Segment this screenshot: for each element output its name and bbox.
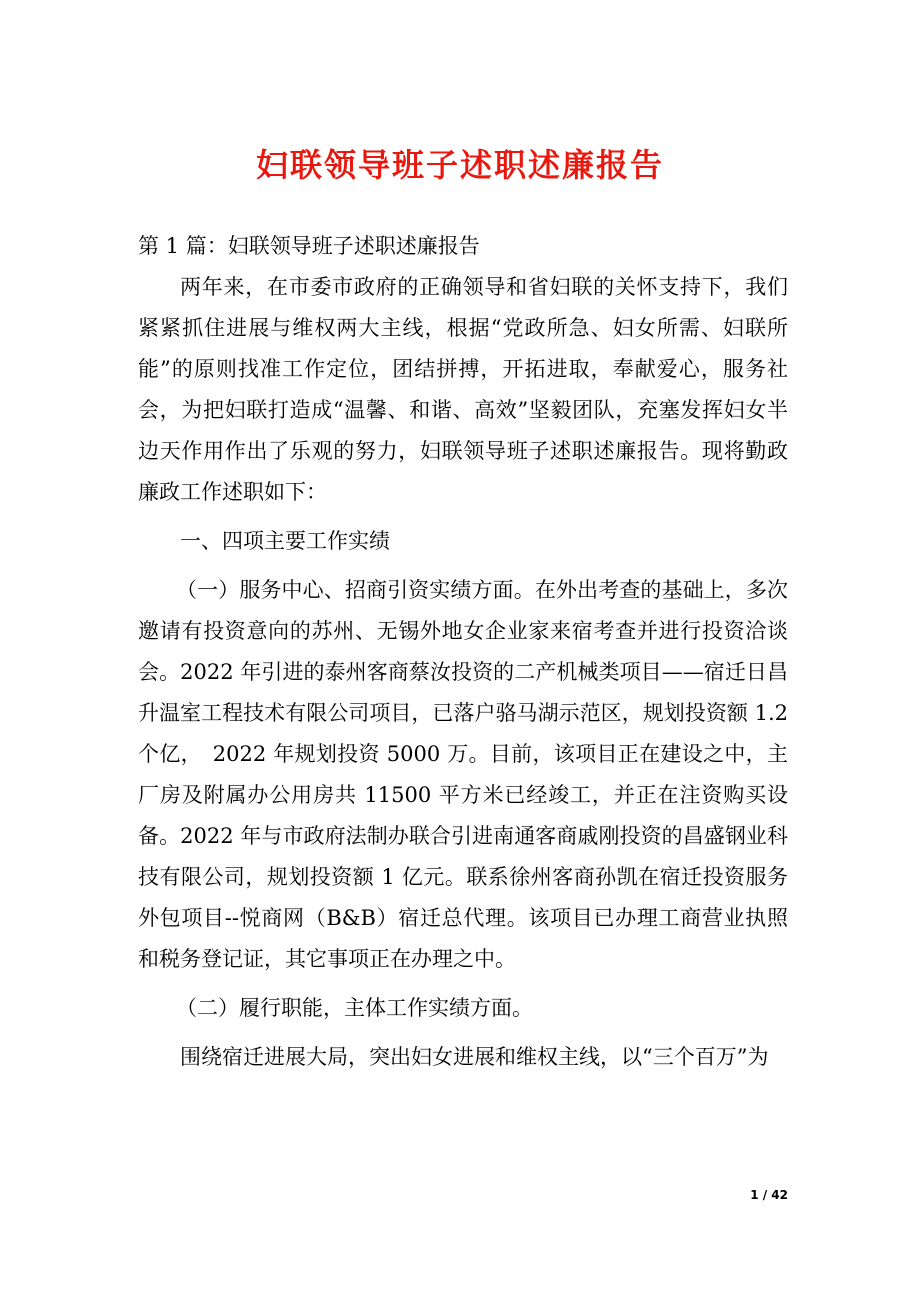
page-indicator: 1 / 42 bbox=[750, 1188, 788, 1202]
document-title: 妇联领导班子述职述廉报告 bbox=[255, 146, 664, 184]
body-paragraph: （一）服务中心、招商引资实绩方面。在外出考查的基础上，多次邀请有投资意向的苏州、无锡外地女企业家来宿考查并进行投资洽谈会。2022 年引进的泰州客商蔡汝投资的二产机械类项目——宿迁日昌升温室工程技术有限公司项目，已落户骆马湖示范区，规划投资额 1.2 个亿， 2022 年规划投资 5000 万。目前，该项目正在建设之中，主厂房及附属办公用房共 11500 平方米已经竣工，并正在注资购买设备。2022 年与市政府法制办联合引进南通客商戚刚投资的昌盛钢业科技有限公司，规划投资额 1 亿元。联系徐州客商孙凯在宿迁投资服务外包项目--悦商网（B&B）宿迁总代理。该项目已办理工商营业执照和税务登记证，其它事项正在办理之中。 bbox=[138, 578, 788, 971]
body-paragraph: 两年来，在市委市政府的正确领导和省妇联的关怀支持下，我们紧紧抓住进展与维权两大主线，根据“党政所急、妇女所需、妇联所能”的原则找准工作定位，团结拼搏，开拓进取，奉献爱心，服务社会，为把妇联打造成“温馨、和谐、高效”坚毅团队，充塞发挥妇女半边天作用作出了乐观的努力，妇联领导班子述职述廉报告。现将勤政廉政工作述职如下： bbox=[138, 275, 788, 504]
body-paragraph: 围绕宿迁进展大局，突出妇女进展和维权主线，以“三个百万”为 bbox=[180, 1045, 769, 1069]
chapter-heading: 第 1 篇：妇联领导班子述职述廉报告 bbox=[138, 234, 480, 258]
section-heading: 一、四项主要工作实绩 bbox=[180, 529, 390, 553]
subsection-heading: （二）履行职能，主体工作实绩方面。 bbox=[176, 996, 533, 1020]
document-body bbox=[138, 226, 788, 1078]
